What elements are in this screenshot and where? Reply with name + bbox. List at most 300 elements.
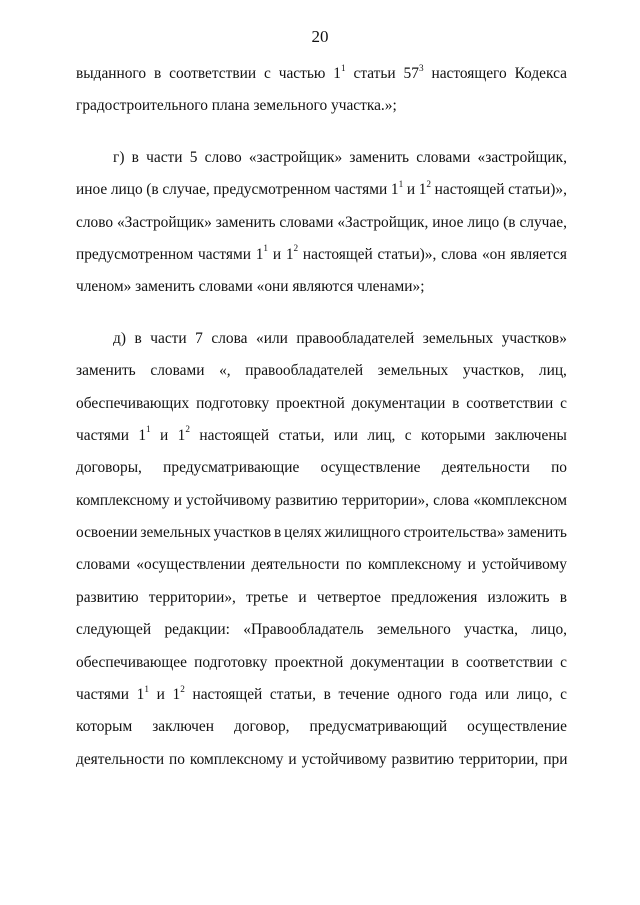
- superscript: 1: [144, 683, 149, 694]
- word: [113, 323, 126, 355]
- word-text: частью: [278, 65, 326, 82]
- word: [162, 174, 209, 206]
- word: [76, 485, 170, 517]
- word: [346, 549, 362, 581]
- word-text: случае,: [519, 213, 567, 231]
- word-text: и: [173, 491, 182, 509]
- word-text: комплексному: [76, 491, 170, 509]
- word: [404, 58, 424, 90]
- text-line: [76, 323, 567, 355]
- word: [467, 207, 499, 239]
- word-text: при: [543, 750, 568, 768]
- word: [339, 679, 390, 711]
- word-text: проектной: [274, 653, 344, 671]
- word-text: «Застройщик,: [337, 213, 429, 231]
- word-text: 5: [189, 148, 198, 166]
- word-text: слова: [441, 245, 478, 263]
- word: [433, 485, 469, 517]
- text-line: [76, 582, 567, 614]
- word: [543, 744, 567, 776]
- word: [288, 744, 296, 776]
- word: [351, 647, 445, 679]
- word-text: документации: [351, 394, 446, 412]
- word: [531, 614, 567, 646]
- text-line: [76, 271, 567, 303]
- document-body: [76, 58, 567, 776]
- word-text: «,: [219, 362, 231, 380]
- word-text: 1: [138, 426, 147, 444]
- word: [391, 744, 454, 776]
- word-text: и: [467, 556, 476, 574]
- word-text: настоящего: [431, 65, 507, 82]
- word: [560, 647, 567, 679]
- word-text: «застройщик»: [248, 148, 343, 166]
- word-text: по: [169, 750, 185, 768]
- word-text: «комплексном: [473, 491, 567, 509]
- word: [150, 355, 204, 387]
- word: [407, 174, 415, 206]
- word-text: или: [484, 686, 510, 704]
- word-text: членом» заменить словами «они являются членами»;: [76, 278, 425, 296]
- word-text: заменить: [349, 148, 410, 166]
- word: [391, 174, 403, 206]
- word-text: осуществление: [467, 718, 567, 736]
- word-text: участков: [213, 524, 272, 542]
- word-text: лиц,: [538, 362, 567, 380]
- word-text: осуществление: [320, 459, 421, 477]
- word: [377, 614, 451, 646]
- word: [249, 142, 342, 174]
- word: [296, 323, 414, 355]
- word-text: земельных: [422, 329, 494, 347]
- word-text: договоры,: [76, 459, 142, 477]
- word-text: Кодекса: [514, 65, 567, 82]
- word: [353, 58, 395, 90]
- word-text: слово: [76, 213, 114, 231]
- word: [190, 142, 198, 174]
- word-text: (в: [503, 213, 516, 231]
- word-text: «осуществлении: [136, 556, 246, 574]
- word-text: частями: [76, 426, 129, 444]
- text-line: [76, 420, 567, 452]
- word-text: соответствии: [466, 394, 554, 412]
- text-line: [76, 485, 567, 517]
- word-text: устойчивому: [482, 556, 567, 574]
- word: [519, 207, 566, 239]
- word-text: земельных: [140, 524, 211, 542]
- word: [76, 549, 130, 581]
- word: [76, 58, 146, 90]
- word: [186, 485, 271, 517]
- word-text: правообладателей: [296, 329, 415, 347]
- word: [391, 582, 477, 614]
- word-text: иное: [432, 213, 464, 231]
- superscript: 2: [293, 243, 299, 254]
- word-text: г): [113, 148, 125, 166]
- word-text: в: [153, 65, 162, 82]
- text-line: [76, 90, 567, 122]
- word: [234, 711, 290, 743]
- word-text: строительства»: [403, 524, 505, 542]
- word: [245, 355, 363, 387]
- paragraph-gap: [76, 304, 567, 323]
- word-text: в: [559, 588, 567, 606]
- word: [452, 388, 459, 420]
- word-text: настоящей: [192, 686, 263, 704]
- word: [467, 711, 567, 743]
- word-text: которыми: [420, 426, 486, 444]
- word: [199, 420, 269, 452]
- text-line: [76, 679, 567, 711]
- word: [76, 239, 193, 271]
- word: [333, 58, 345, 90]
- word-text: настоящей: [199, 426, 270, 444]
- word-text: настоящей: [302, 245, 373, 263]
- word: [163, 452, 299, 484]
- word: [157, 679, 165, 711]
- word: [178, 420, 190, 452]
- word-text: заменить: [507, 524, 567, 542]
- word: [216, 207, 276, 239]
- text-line: [76, 452, 567, 484]
- text-line: [76, 239, 567, 271]
- word-text: подготовку: [194, 653, 268, 671]
- word-text: «Застройщик»: [116, 213, 212, 231]
- word: [451, 647, 458, 679]
- text-line: [76, 549, 567, 581]
- word: [466, 647, 553, 679]
- word: [510, 239, 567, 271]
- word: [211, 323, 247, 355]
- word-text: деятельности: [76, 750, 165, 768]
- word: [503, 207, 515, 239]
- word-text: комплексному: [189, 750, 284, 768]
- paragraph: [76, 58, 567, 123]
- word: [195, 323, 203, 355]
- word-text: 1: [255, 245, 264, 263]
- word: [488, 582, 550, 614]
- word: [466, 388, 553, 420]
- word-text: которым: [76, 718, 133, 736]
- word-text: словами: [76, 556, 131, 574]
- word: [539, 355, 567, 387]
- word: [560, 582, 567, 614]
- word: [435, 174, 505, 206]
- word: [473, 485, 567, 517]
- word-text: (в: [146, 181, 159, 199]
- word: [76, 420, 129, 452]
- word: [146, 174, 158, 206]
- word-text: лицо: [467, 213, 500, 231]
- text-line: [76, 58, 567, 90]
- word-text: словами: [279, 213, 334, 231]
- superscript: 1: [263, 243, 269, 254]
- word-text: соответствии: [465, 653, 553, 671]
- word-text: предусматривающие: [163, 459, 300, 477]
- word-text: иное: [76, 181, 108, 199]
- word: [482, 239, 506, 271]
- word-text: предусмотренном: [213, 181, 331, 199]
- word: [190, 744, 284, 776]
- word: [508, 174, 567, 206]
- word: [368, 549, 462, 581]
- word-text: в: [323, 686, 331, 704]
- word: [349, 142, 409, 174]
- word: [279, 58, 326, 90]
- word: [485, 679, 509, 711]
- word-text: по: [345, 556, 362, 574]
- word-text: частями: [197, 245, 251, 263]
- word-text: обеспечивающее: [76, 653, 187, 671]
- word-text: в: [131, 148, 139, 166]
- word-text: развитию: [391, 750, 455, 768]
- word-text: в: [274, 524, 282, 542]
- word: [378, 355, 448, 387]
- word: [76, 271, 425, 303]
- word-text: одного: [397, 686, 442, 704]
- superscript: 3: [418, 62, 424, 73]
- word: [275, 647, 344, 679]
- word-text: с: [263, 65, 271, 82]
- word-text: 1: [390, 181, 399, 199]
- word-text: выданного: [76, 65, 147, 82]
- word: [136, 549, 245, 581]
- word: [449, 679, 477, 711]
- word: [76, 207, 113, 239]
- word: [76, 647, 187, 679]
- word-text: изложить: [487, 588, 550, 606]
- text-line: [76, 388, 567, 420]
- word: [214, 517, 271, 549]
- word: [76, 452, 142, 484]
- word: [198, 239, 251, 271]
- word: [275, 485, 338, 517]
- word: [507, 517, 567, 549]
- word: [404, 517, 505, 549]
- word: [378, 239, 437, 271]
- word: [279, 420, 325, 452]
- word-text: обеспечивающих: [76, 394, 190, 412]
- superscript: 2: [180, 683, 185, 694]
- word-text: проектной: [276, 394, 345, 412]
- word-text: является: [510, 245, 567, 263]
- word-text: развитию: [275, 491, 338, 509]
- word: [160, 420, 168, 452]
- word: [76, 582, 139, 614]
- word: [352, 388, 446, 420]
- word-text: деятельности: [441, 459, 530, 477]
- word-text: редакции:: [164, 621, 230, 639]
- word: [172, 679, 184, 711]
- word: [560, 388, 567, 420]
- word-text: слова: [211, 329, 248, 347]
- word: [478, 142, 567, 174]
- word: [463, 355, 524, 387]
- word-text: течение: [338, 686, 390, 704]
- word-text: словами: [150, 362, 205, 380]
- text-line: [76, 517, 567, 549]
- word-text: и: [160, 426, 169, 444]
- text-line: [76, 647, 567, 679]
- word: [243, 614, 363, 646]
- word-text: документации: [350, 653, 445, 671]
- superscript: 2: [185, 424, 190, 435]
- word-text: частями: [76, 686, 129, 704]
- word-text: освоении: [76, 524, 138, 542]
- page-number: 20: [311, 27, 329, 46]
- word: [279, 207, 333, 239]
- word: [196, 388, 269, 420]
- word-text: территории»,: [341, 491, 430, 509]
- word-text: земельных: [377, 362, 449, 380]
- word: [324, 679, 331, 711]
- word-text: 1: [136, 686, 145, 704]
- word-text: территории»,: [148, 588, 236, 606]
- word-text: с: [404, 426, 412, 444]
- word: [405, 420, 412, 452]
- word-text: целях: [284, 524, 322, 542]
- word-text: предусмотренном: [76, 245, 194, 263]
- word: [432, 207, 463, 239]
- word: [134, 323, 141, 355]
- word: [334, 174, 387, 206]
- word: [276, 388, 345, 420]
- text-line: [76, 207, 567, 239]
- word-text: развитию: [76, 588, 139, 606]
- word: [515, 58, 567, 90]
- word-text: 1: [172, 686, 181, 704]
- word-text: и: [298, 588, 307, 606]
- word-text: «застройщик,: [477, 148, 567, 166]
- word: [495, 420, 567, 452]
- word-text: д): [113, 329, 126, 347]
- word-text: настоящей: [434, 181, 505, 199]
- word: [502, 323, 567, 355]
- word-text: заключен: [152, 718, 214, 736]
- word: [303, 239, 373, 271]
- word: [256, 323, 288, 355]
- word: [325, 517, 401, 549]
- paragraph: [76, 142, 567, 304]
- word-text: территории,: [458, 750, 539, 768]
- word-text: заключены: [494, 426, 567, 444]
- word: [442, 452, 530, 484]
- word-text: четвертое: [316, 588, 381, 606]
- word-text: в: [451, 653, 459, 671]
- word-text: с: [560, 686, 567, 704]
- word-text: статьи,: [269, 686, 316, 704]
- word-text: частями: [334, 181, 388, 199]
- word: [286, 239, 298, 271]
- word: [464, 614, 518, 646]
- word: [76, 90, 397, 122]
- word-text: земельного: [377, 621, 451, 639]
- word: [76, 174, 107, 206]
- word-text: 1: [333, 65, 341, 82]
- text-line: [76, 744, 567, 776]
- word: [441, 239, 477, 271]
- word: [76, 711, 132, 743]
- word-text: и: [288, 750, 297, 768]
- word: [76, 679, 129, 711]
- word: [205, 142, 242, 174]
- word: [117, 207, 212, 239]
- word: [342, 485, 429, 517]
- word: [273, 239, 281, 271]
- word-text: градостроительного плана земельного участка.»;: [76, 97, 397, 115]
- word: [149, 582, 236, 614]
- word: [468, 549, 476, 581]
- word: [137, 679, 149, 711]
- word-text: участков,: [462, 362, 525, 380]
- word: [154, 58, 161, 90]
- word: [298, 582, 306, 614]
- word: [397, 679, 442, 711]
- word-text: лицо: [110, 181, 143, 199]
- word: [517, 679, 553, 711]
- word-text: правообладателей: [245, 362, 364, 380]
- word: [423, 323, 493, 355]
- word-text: 1: [418, 181, 427, 199]
- word-text: лицо,: [516, 686, 553, 704]
- word: [367, 420, 395, 452]
- word: [256, 239, 268, 271]
- word: [194, 647, 267, 679]
- word-text: 7: [195, 329, 203, 347]
- word: [76, 355, 136, 387]
- word-text: статьи: [353, 65, 396, 82]
- word-text: комплексному: [367, 556, 462, 574]
- word-text: слово: [204, 148, 242, 166]
- word: [310, 711, 448, 743]
- word: [551, 452, 567, 484]
- word-text: статьи)»,: [377, 245, 437, 263]
- word: [284, 517, 322, 549]
- paragraph-gap: [76, 123, 567, 142]
- word: [419, 174, 431, 206]
- word-text: предложения: [391, 588, 478, 606]
- word: [192, 679, 262, 711]
- word: [111, 174, 143, 206]
- word: [169, 744, 185, 776]
- word-text: лицо,: [531, 621, 567, 639]
- word-text: заменить: [76, 362, 136, 380]
- word: [431, 58, 506, 90]
- word-text: с: [560, 394, 567, 412]
- word-text: части: [150, 329, 187, 347]
- word: [459, 744, 538, 776]
- word: [264, 58, 271, 90]
- word-text: участка,: [464, 621, 518, 639]
- text-line: [76, 355, 567, 387]
- word: [76, 388, 189, 420]
- word-text: и: [406, 181, 416, 199]
- word: [317, 582, 381, 614]
- word: [337, 207, 428, 239]
- word-text: лиц,: [367, 426, 396, 444]
- text-line: [76, 711, 567, 743]
- text-line: [76, 142, 567, 174]
- word-text: словами: [416, 148, 471, 166]
- word: [132, 142, 139, 174]
- word-text: случае,: [162, 181, 210, 199]
- superscript: 1: [398, 178, 404, 189]
- word: [76, 517, 138, 549]
- word-text: «или: [256, 329, 288, 347]
- paragraph: [76, 323, 567, 776]
- word: [113, 142, 124, 174]
- word-text: соответствии: [169, 65, 257, 82]
